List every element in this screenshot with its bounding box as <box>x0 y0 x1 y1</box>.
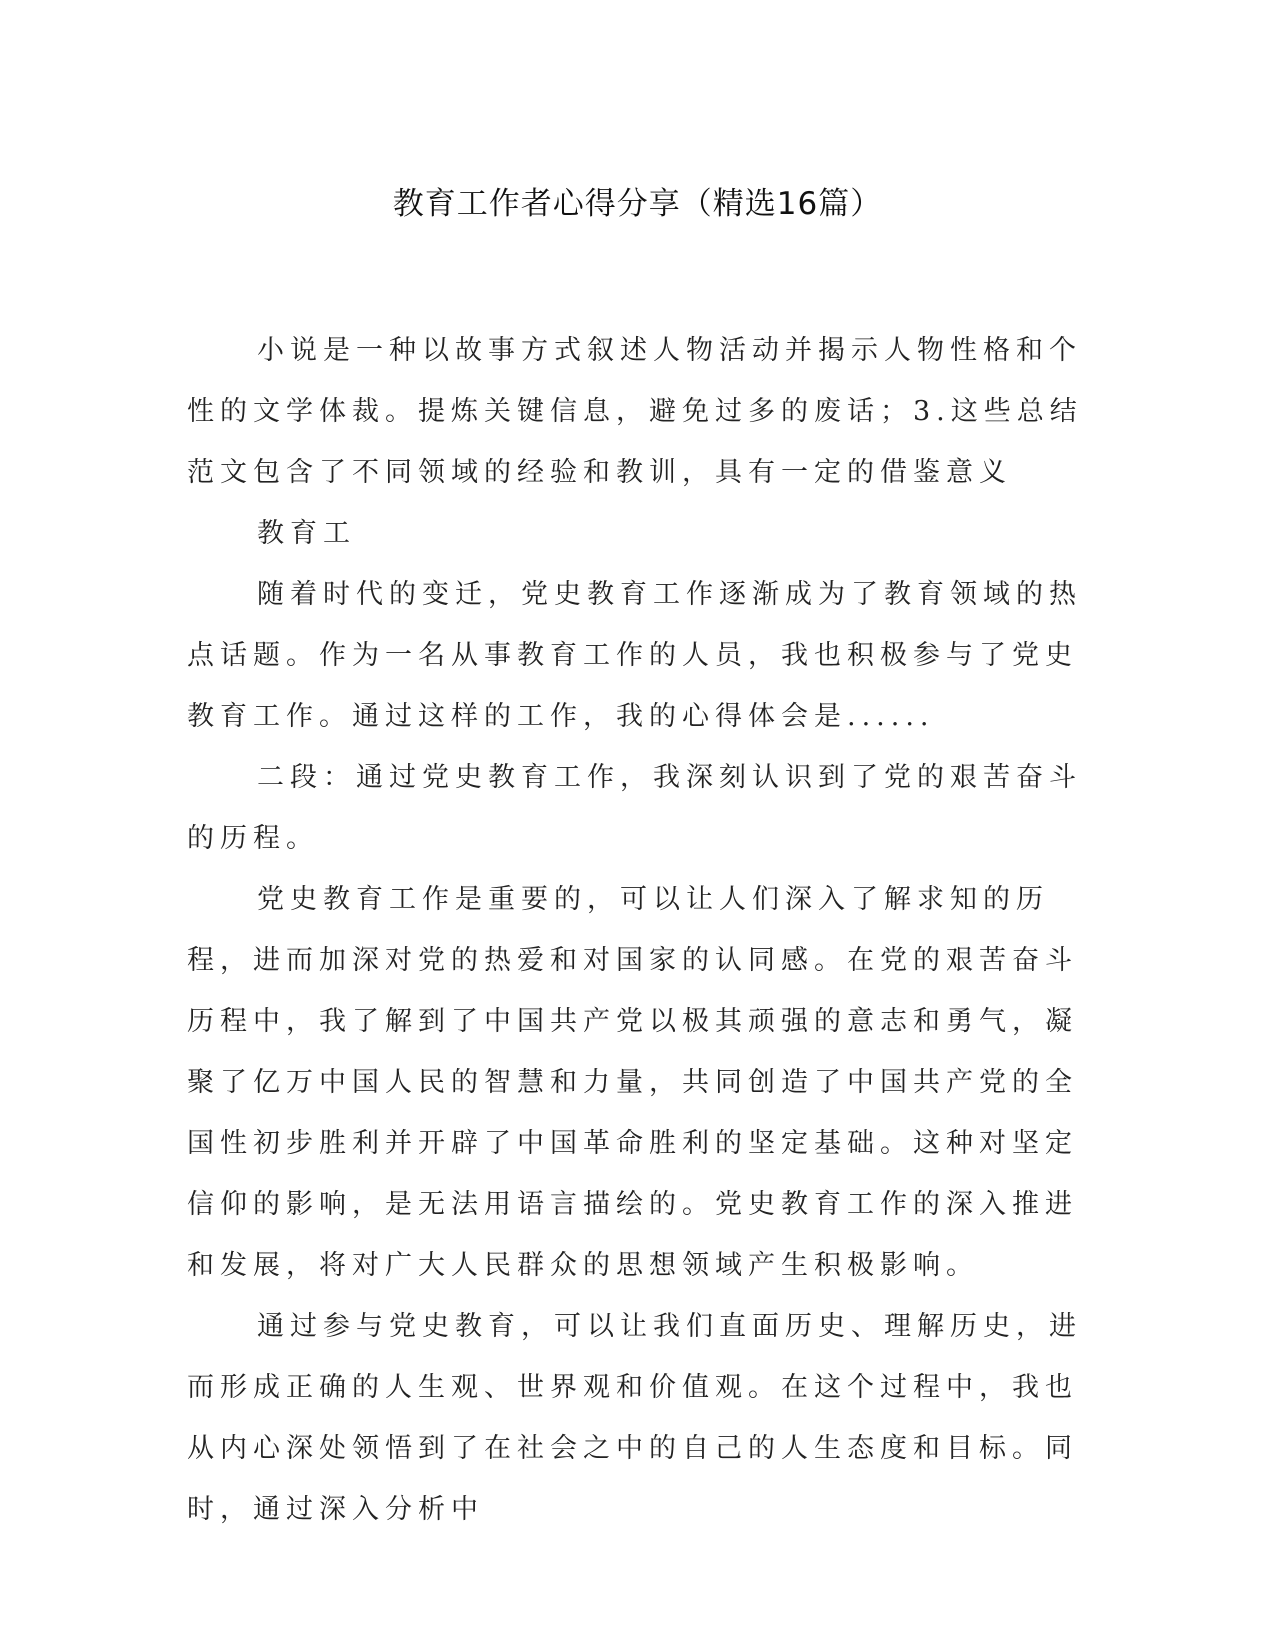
paragraph-4: 通过参与党史教育，可以让我们直面历史、理解历史，进而形成正确的人生观、世界观和价值观。在这个过程中，我也从内心深处领悟到了在社会之中的自己的人生态度和目标。同时，通过深入分析中 <box>187 1311 1082 1525</box>
paragraph-section-heading: 教育工 <box>257 518 356 549</box>
paragraph-1: 随着时代的变迁，党史教育工作逐渐成为了教育领域的热点话题。作为一名从事教育工作的人员，我也积极参与了党史教育工作。通过这样的工作，我的心得体会是...... <box>187 579 1082 732</box>
document-title: 教育工作者心得分享（精选16篇） <box>392 186 883 222</box>
document-body <box>187 320 1087 1540</box>
paragraph-3: 党史教育工作是重要的，可以让人们深入了解求知的历程，进而加深对党的热爱和对国家的认同感。在党的艰苦奋斗历程中，我了解到了中国共产党以极其顽强的意志和勇气，凝聚了亿万中国人民的智慧和力量，共同创造了中国共产党的全国性初步胜利并开辟了中国革命胜利的坚定基础。这种对坚定信仰的影响，是无法用语言描绘的。党史教育工作的深入推进和发展，将对广大人民群众的思想领域产生积极影响。 <box>187 884 1078 1281</box>
paragraph-2: 二段：通过党史教育工作，我深刻认识到了党的艰苦奋斗的历程。 <box>187 762 1082 854</box>
paragraph-intro: 小说是一种以故事方式叙述人物活动并揭示人物性格和个性的文学体裁。提炼关键信息，避免过多的废话；3.这些总结范文包含了不同领域的经验和教训，具有一定的借鉴意义 <box>187 335 1083 488</box>
